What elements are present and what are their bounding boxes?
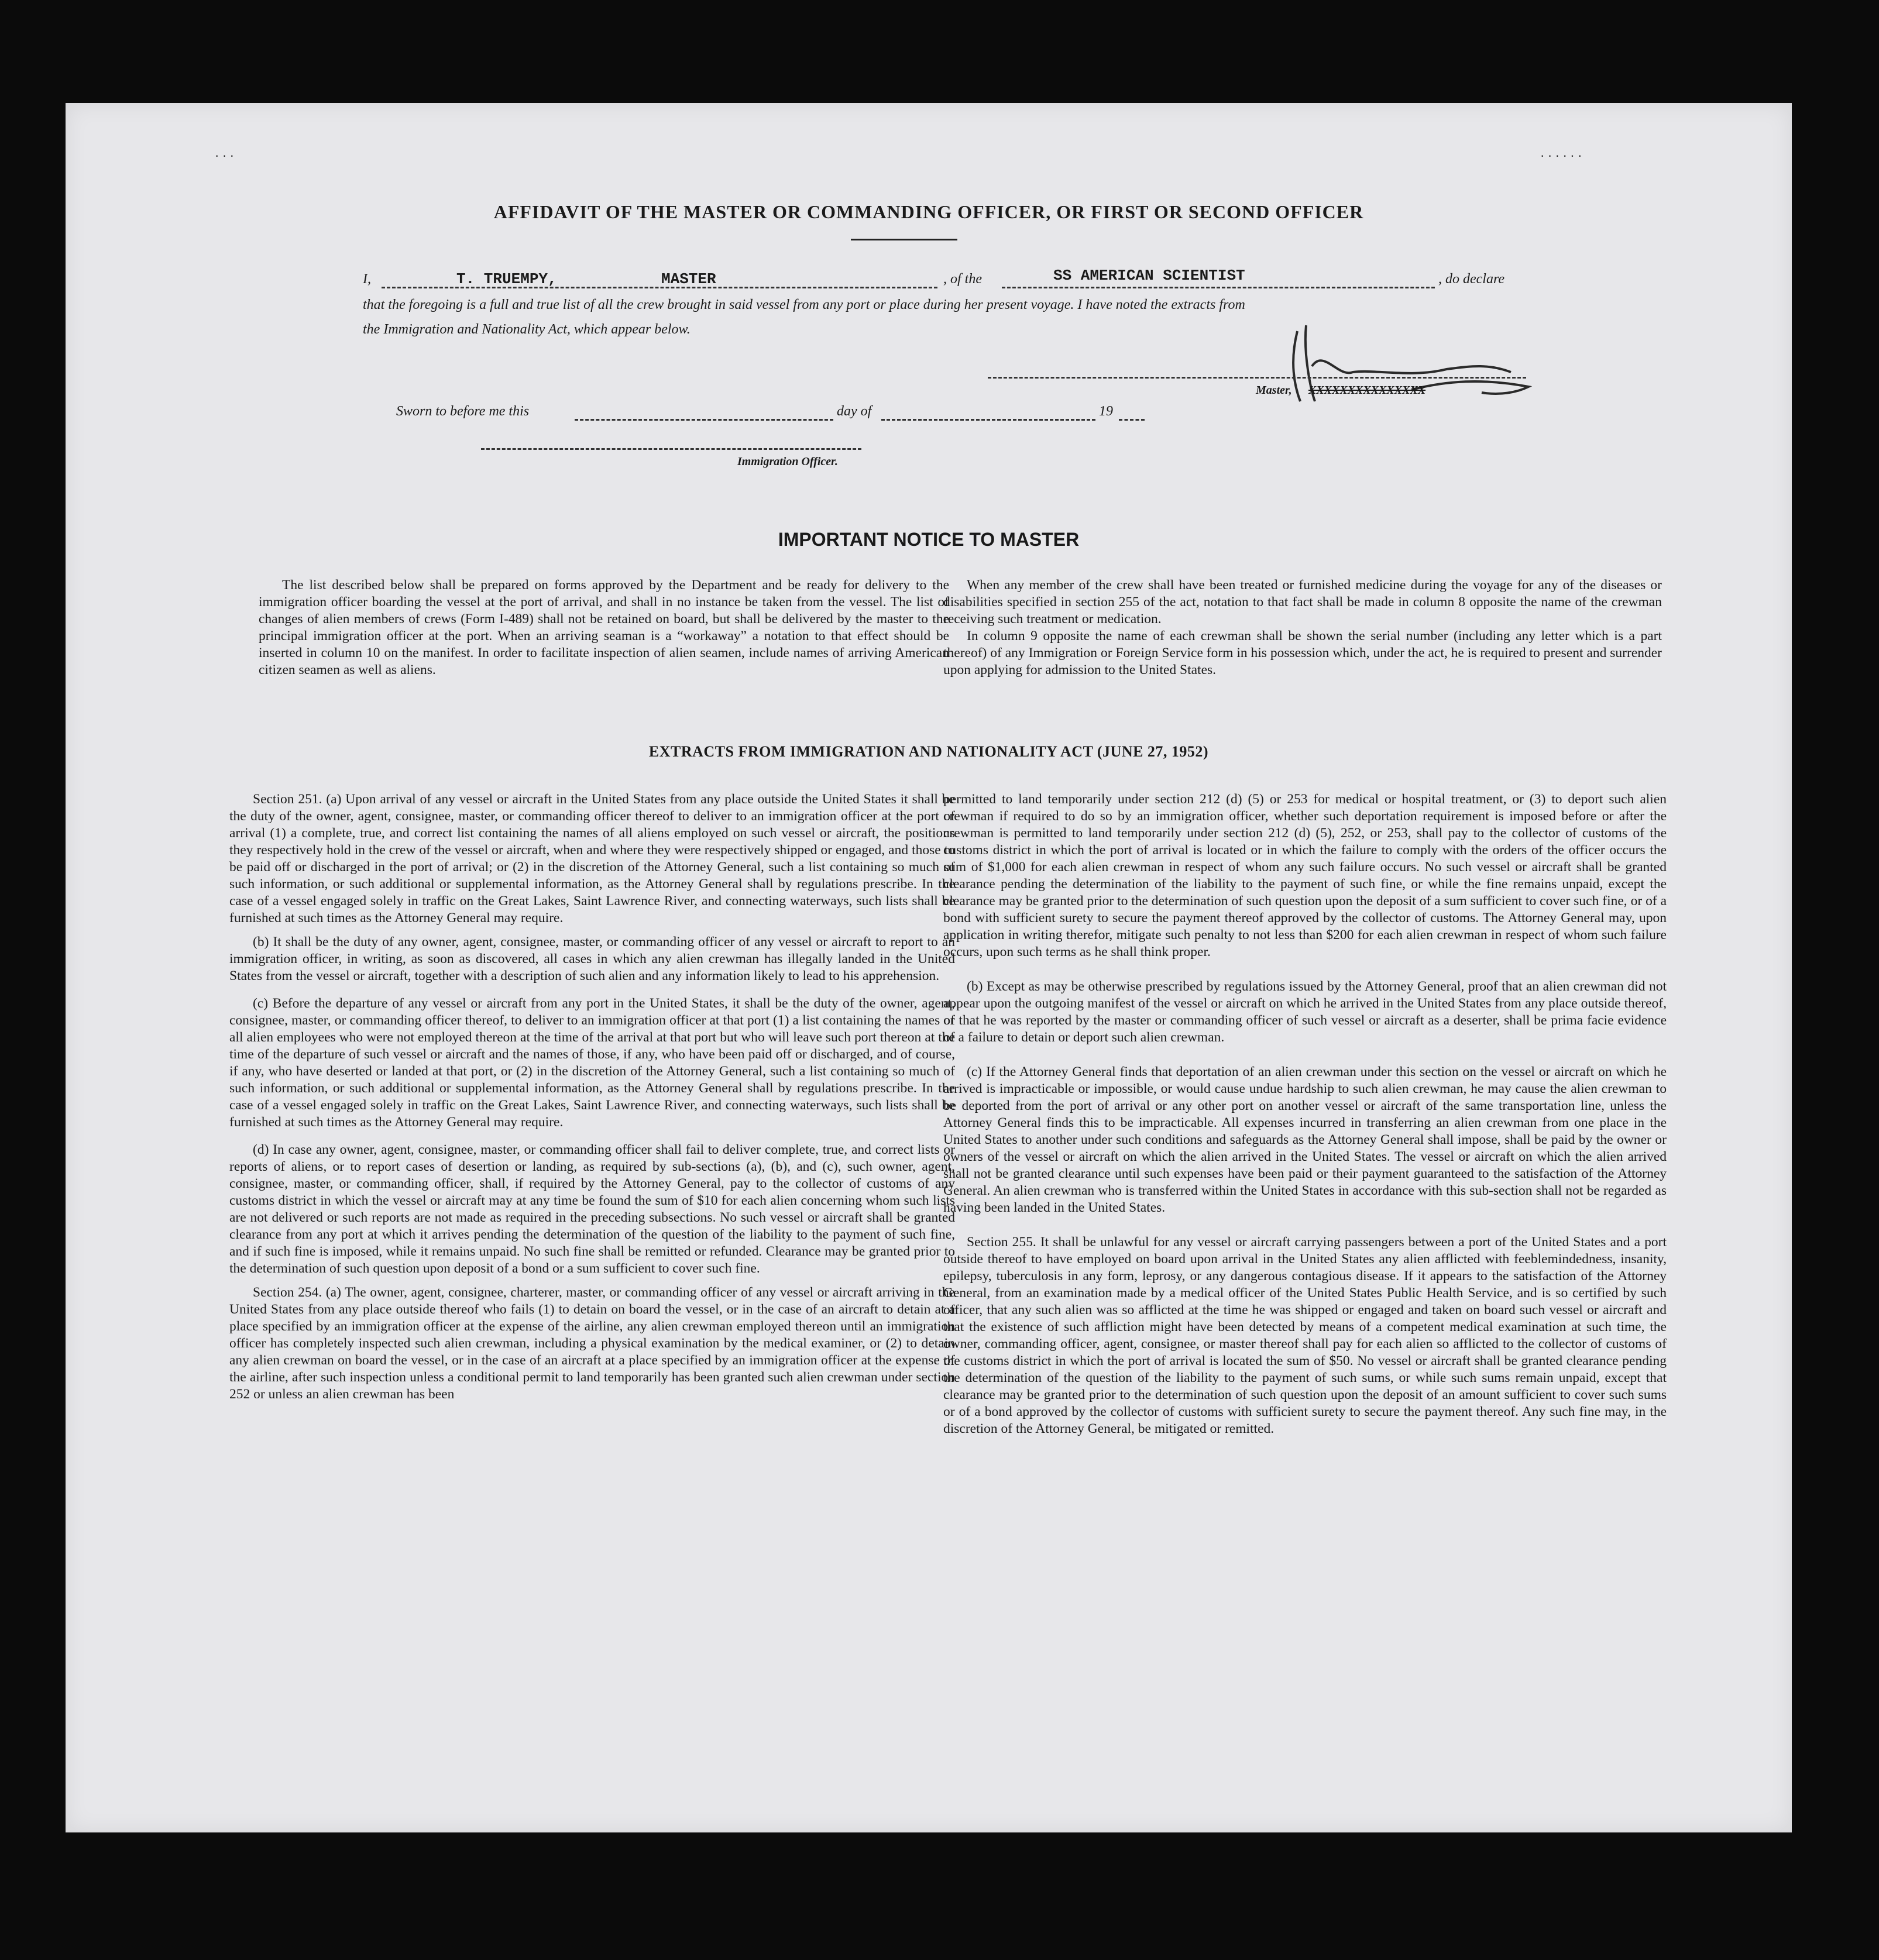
document-page [66,103,1792,1832]
notice-paragraph: The list described below shall be prepared on forms approved by the Department and be ready for delivery to the immigration officer boarding the vessel at the port of arrival, and shall in no instance be taken from the vessel. The list of changes of alien members of crews (Form I-489) shall not be retained on board, but shall be delivered by the master to the principal immigration officer at the port. When an arriving seaman is a “workaway” a notation to that effect should be inserted in column 10 on the manifest. In order to facilitate inspection of alien seamen, include names of arriving American citizen seamen as well as aliens. [259,577,949,678]
vessel-name: SS AMERICAN SCIENTIST [1053,267,1245,284]
notice-left-column [259,577,949,679]
master-caption: Master, [1256,384,1292,397]
i-label: I, [363,271,371,287]
extract-paragraph: (d) In case any owner, agent, consignee, master, or commanding officer shall fail to deliver complete, true, and correct lists or reports of aliens, or to report cases of desertion or landing, as required by sub-sections (a), (b), and (c), such owner, agent, consignee, master, or commanding officer, shall, if required by the Attorney General, pay to the collector of customs of any customs district in which the vessel or aircraft may at any time be found the sum of $10 for each alien concerning whom such lists are not delivered or such reports are not made as required in the preceding subsections. No such vessel or aircraft shall be granted clearance from any port at which it arrives pending the determination of the question of the liability to the payment of such fine, and if such fine is imposed, while it remains unpaid. No such fine shall be remitted or refunded. Clearance may be granted prior to the determination of such question upon deposit of a bond or a sum sufficient to cover such fine. [229,1142,955,1276]
master-name: T. TRUEMPY, [456,270,557,288]
notice-paragraph: When any member of the crew shall have been treated or furnished medicine during the voyage for any of the diseases or disabilities specified in section 255 of the act, notation to that fact shall be made in column 8 opposite the name of the crewman receiving such treatment or medication. [943,577,1662,627]
scan-mark-right: · · · · · · [1540,149,1582,163]
day-of-label: day of [837,404,872,419]
officer-caption: Immigration Officer. [737,455,838,468]
extract-paragraph: permitted to land temporarily under section 212 (d) (5) or 253 for medical or hospital treatment, or (3) to deport such alien crewman if required to do so by an immigration officer, whether such deportation requirement is imposed before or after the crewman is permitted to land temporarily under section 212 (d) (5), 252, or 253, shall pay to the collector of customs of the customs district in which the port of arrival is located or in which the failure to comply with the orders of the officer occurs the sum of $1,000 for each alien crewman in respect of whom any such failure occurs. No such vessel or aircraft shall be granted clearance pending the determination of the liability to the payment of such fine, or while the fine remains unpaid, except the clearance may be granted prior to the determination of such question upon the deposit of a sum sufficient to cover such fine, or of a bond with sufficient surety to secure the payment thereof approved by the collector of customs. The Attorney General may, upon application in writing therefor, mitigate such penalty to not less than $200 for each alien crewman in respect of whom such failure occurs, upon such terms as he shall think proper. [943,792,1667,960]
notice-title: IMPORTANT NOTICE TO MASTER [778,529,1080,550]
notice-right-column [943,577,1662,679]
extracts-title: EXTRACTS FROM IMMIGRATION AND NATIONALITY ACT (JUNE 27, 1952) [648,743,1209,760]
extract-paragraph: (b) It shall be the duty of any owner, agent, consignee, master, or commanding officer of any vessel or aircraft to report to an immigration officer, in writing, as soon as discovered, all cases in which any alien crewman has illegally landed in the United States from the vessel or aircraft, together with a description of such alien and any information likely to lead to his apprehension. [229,934,955,984]
notice-paragraph: In column 9 opposite the name of each crewman shall be shown the serial number (including any letter which is a part thereof) of any Immigration or Foreign Service form in his possession which, under the act, he is required to present and surrender upon applying for admission to the United States. [943,628,1662,678]
year-label: 19 [1099,404,1113,419]
officer-line [481,448,861,450]
affidavit-title: AFFIDAVIT OF THE MASTER OR COMMANDING OFFICER, OR FIRST OR SECOND OFFICER [493,201,1364,222]
extract-paragraph: Section 255. It shall be unlawful for any vessel or aircraft carrying passengers between a port of the United States and a port outside thereof to have employed on board upon arrival in the United States any alien afflicted with feeblemindedness, insanity, epilepsy, tuberculosis in any form, leprosy, or any dangerous contagious disease. If it appears to the satisfaction of the Attorney General, from an examination made by a medical officer of the United States Public Health Service, and is so certified by such officer, that any such alien was so afflicted at the time he was shipped or engaged and taken on board such vessel or aircraft and that the existence of such affliction might have been detected by means of a competent medical examination at such time, the owner, commanding officer, agent, consignee, or master thereof shall pay for each alien so afflicted to the collector of customs of the customs district in which the port of arrival is located the sum of $50. No vessel or aircraft shall be granted clearance pending the determination of the question of the liability to the payment of such sums, or while such sums remain unpaid, except that clearance may be granted prior to the determination of such question upon the deposit of an amount sufficient to cover such sums or of a bond approved by the collector of customs with sufficient surety to secure the payment thereof. Any such fine may, in the discretion of the Attorney General, be mitigated or remitted. [943,1235,1667,1436]
scan-mark-left: · · · [215,149,234,163]
extract-paragraph: (b) Except as may be otherwise prescribed by regulations issued by the Attorney General, proof that an alien crewman did not appear upon the outgoing manifest of the vessel or aircraft on which he arrived in the United States from any place outside thereof, or that he was reported by the master or commanding officer of such vessel or aircraft as a deserter, shall be prima facie evidence of a failure to detain or deport such alien crewman. [943,979,1667,1045]
extract-paragraph: (c) If the Attorney General finds that deportation of an alien crewman under this section on the vessel or aircraft on which he arrived is impracticable or impossible, or would cause undue hardship to such alien crewman, he may cause the alien crewman to be deported from the port of arrival or any other port on another vessel or aircraft of the same transportation line, unless the Attorney General finds this to be impracticable. All expenses incurred in transferring an alien crewman from one place in the United States to another under such conditions and safeguards as the Attorney General shall impose, shall be paid by the owner or owners of the vessel or aircraft on which the alien arrived in the United States. The vessel or aircraft on which the alien arrived shall not be granted clearance until such expenses have been paid or their payment guaranteed to the satisfaction of the Attorney General. An alien crewman who is transferred within the United States in accordance with this sub-section shall not be regarded as having been landed in the United States. [943,1064,1667,1215]
of-the-label: , of the [943,271,982,287]
sworn-month-line [881,419,1095,421]
vessel-line [1002,287,1435,288]
struck-caption: XXXXXXXXXXXXXXX [1308,384,1426,397]
extract-paragraph: Section 254. (a) The owner, agent, consignee, charterer, master, or commanding officer of any vessel or aircraft arriving in the United States from any place outside thereof who fails (1) to detain on board the vessel, or in the case of an aircraft to detain at a place specified by an immigration officer at the expense of the airline, any alien crewman employed thereon until an immigration officer has completely inspected such alien crewman, including a physical examination by the medical examiner, or (2) to detain any alien crewman on board the vessel, or in the case of an aircraft at a place specified by an immigration officer at the expense of the airline, after such inspection unless a conditional permit to land temporarily has been granted such alien crewman under section 252 or unless an alien crewman has been [229,1285,955,1402]
master-signature [1236,314,1540,431]
signature-line [988,377,1526,379]
master-rank: MASTER [661,270,716,288]
affidavit-statement-2: the Immigration and Nationality Act, which appear below. [363,322,691,337]
extracts-right-column [943,791,1667,1438]
do-declare-label: , do declare [1438,271,1505,287]
title-rule [851,239,957,240]
year-line [1119,419,1145,421]
sworn-label: Sworn to before me this [396,404,530,419]
sworn-day-line [575,419,833,421]
extract-paragraph: (c) Before the departure of any vessel or aircraft from any port in the United States, it shall be the duty of the owner, agent, consignee, master, or commanding officer thereof, to deliver to an immigration officer at that port (1) a list containing the names of all alien employees who were not employed thereon at the time of the arrival at that port but who will leave such port thereon at the time of the departure of such vessel or aircraft and the names of those, if any, who have been paid off or discharged, and of course, if any, who have deserted or landed at that port, or (2) in the discretion of the Attorney General, such a list containing so much of such information, or such additional or supplemental information, as the Attorney General shall by regulations prescribe. In the case of a vessel engaged solely in traffic on the Great Lakes, Saint Lawrence River, and connecting waterways, such lists shall be furnished at such times as the Attorney General may require. [229,996,955,1130]
affidavit-statement: that the foregoing is a full and true list of all the crew brought in said vessel from any port or place during her present voyage. I have noted the extracts from [363,297,1245,312]
extract-paragraph: Section 251. (a) Upon arrival of any vessel or aircraft in the United States from any place outside the United States it shall be the duty of the owner, agent, consignee, master, or commanding officer thereof to deliver to an immigration officer at the port of arrival (1) a complete, true, and correct list containing the names of all aliens employed on such vessel or aircraft, the positions they respectively hold in the crew of the vessel or aircraft, when and where they were respectively shipped or engaged, and those to be paid off or discharged in the port of arrival; or (2) in the discretion of the Attorney General, such a list containing so much of such information, or such additional or supplemental information, as the Attorney General shall by regulations prescribe. In the case of a vessel engaged solely in traffic on the Great Lakes, Saint Lawrence River, and connecting waterways, such lists shall be furnished at such times as the Attorney General may require. [229,792,955,926]
extracts-left-column [229,791,955,1403]
